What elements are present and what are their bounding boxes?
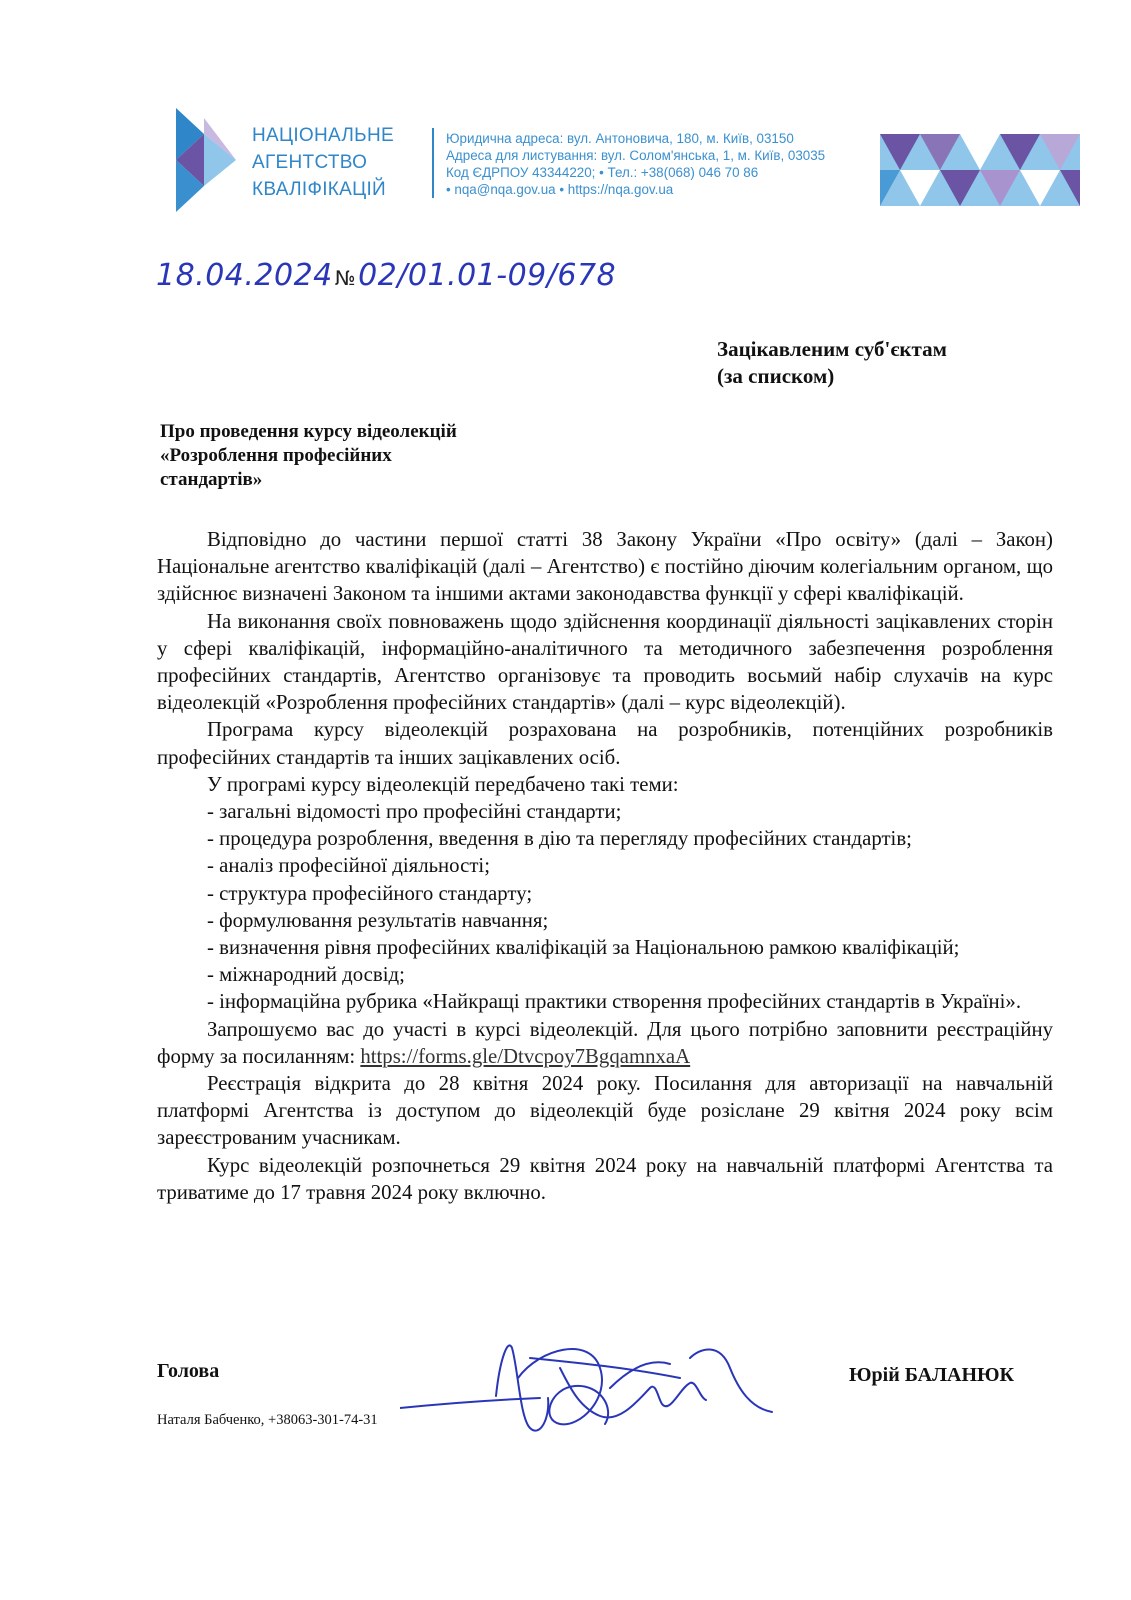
paragraph: У програмі курсу відеолекцій передбачено такі теми:: [207, 772, 679, 796]
paragraph: Курс відеолекцій розпочнеться 29 квітня 2024 року на навчальній платформі Агентства та триватиме до 17 травня 2024 року включно.: [157, 1153, 1053, 1204]
executor-contact: Наталя Бабченко, +38063-301-74-31: [157, 1412, 378, 1428]
email-website: • nqa@nqa.gov.ua • https://nqa.gov.ua: [446, 182, 674, 197]
legal-address: Юридична адреса: вул. Антоновича, 180, м. Київ, 03150: [446, 131, 794, 146]
topic-item: - формулювання результатів навчання;: [207, 908, 549, 932]
signatory-title: Голова: [157, 1360, 220, 1382]
registration-number: 02/01.01-09/678: [358, 258, 617, 293]
letter-subject: [160, 420, 580, 492]
topic-item: - визначення рівня професійних кваліфікацій за Національною рамкою кваліфікацій;: [207, 936, 960, 960]
nqa-logo-icon: [176, 108, 240, 212]
paragraph-text: Запрошуємо вас до участі в курсі відеолекцій. Для цього потрібно заповнити реєстраційну форму за посиланням:: [157, 1017, 1053, 1068]
topic-item: - процедура розроблення, введення в дію та перегляду професійних стандартів;: [207, 827, 912, 851]
subject-line: стандартів»: [160, 469, 263, 490]
topic-item: - загальні відомості про професійні стандарти;: [207, 800, 622, 824]
org-name-line: АГЕНТСТВО: [252, 152, 368, 173]
number-sign: №: [334, 266, 357, 290]
triangle-pattern-icon: [880, 134, 1080, 206]
addressee-line: Зацікавленим суб'єктам: [717, 337, 947, 361]
signatory-name: Юрій БАЛАНЮК: [849, 1364, 1015, 1386]
subject-line: Про проведення курсу відеолекцій: [160, 421, 457, 442]
handwritten-signature: [400, 1328, 780, 1458]
topic-item: - структура професійного стандарту;: [207, 881, 533, 905]
header-divider: [432, 128, 434, 198]
org-name-line: КВАЛІФІКАЦІЙ: [252, 179, 387, 200]
topic-item: - міжнародний досвід;: [207, 963, 405, 987]
org-name-line: НАЦІОНАЛЬНЕ: [252, 125, 394, 146]
mailing-address: Адреса для листування: вул. Солом'янська, 1, м. Київ, 03035: [446, 148, 826, 163]
letter-body: [157, 526, 1053, 1206]
edrpou-phone: Код ЄДРПОУ 43344220; • Тел.: +38(068) 046 70 86: [446, 165, 759, 180]
topic-item: - інформаційна рубрика «Найкращі практики створення професійних стандартів в Україні».: [207, 990, 1022, 1014]
paragraph: [157, 1016, 1053, 1070]
paragraph: На виконання своїх повноважень щодо здійснення координації діяльності зацікавлених сторін у сфері кваліфікацій, інформаційно-аналітичного та методичного забезпечення розроблення професійних стандартів, Агентство організовує та проводить восьмий набір слухачів на курс відеолекцій «Розроблення професійних стандартів» (далі – курс відеолекцій).: [157, 609, 1053, 715]
registration-line: [156, 258, 616, 293]
addressee-line: (за списком): [717, 364, 835, 388]
registration-form-link[interactable]: https://forms.gle/Dtvcpoy7BgqamnxaA: [360, 1044, 691, 1068]
registration-date: 18.04.2024: [156, 258, 333, 293]
organization-contacts: [446, 130, 825, 198]
organization-name: [252, 122, 422, 203]
addressee: [717, 336, 947, 390]
paragraph: Програма курсу відеолекцій розрахована на розробників, потенційних розробників професійних стандартів та інших зацікавлених осіб.: [157, 718, 1053, 769]
topic-item: - аналіз професійної діяльності;: [207, 854, 490, 878]
subject-line: «Розроблення професійних: [160, 445, 392, 466]
paragraph: Реєстрація відкрита до 28 квітня 2024 року. Посилання для авторизації на навчальній платформі Агентства із доступом до відеолекцій буде розіслане 29 квітня 2024 року всім зареєстрованим учасникам.: [157, 1072, 1053, 1150]
paragraph: Відповідно до частини першої статті 38 Закону України «Про освіту» (далі – Закон) Національне агентство кваліфікацій (далі – Агентство) є постійно діючим колегіальним органом, що здійснює визначені Законом та іншими актами законодавства функції у сфері кваліфікацій.: [157, 528, 1053, 606]
